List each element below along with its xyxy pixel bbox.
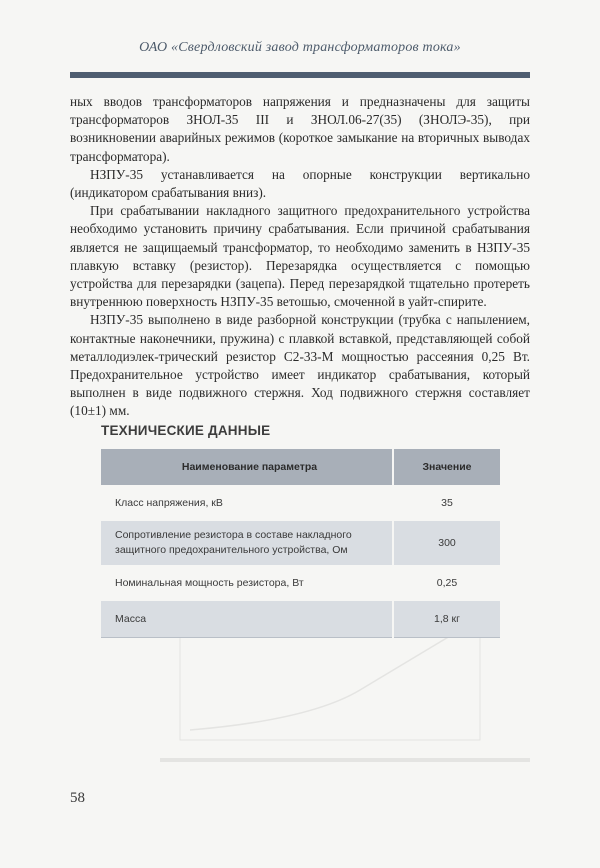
body-text xyxy=(70,93,530,421)
param-name: Номинальная мощность резистора, Вт xyxy=(101,565,393,601)
column-header-parameter: Наименование параметра xyxy=(101,449,393,485)
param-value: 300 xyxy=(393,521,500,565)
column-header-value: Значение xyxy=(393,449,500,485)
param-value: 0,25 xyxy=(393,565,500,601)
param-name: Масса xyxy=(101,601,393,638)
param-name: Сопротивление резистора в составе накладного защитного предохранительного устройства, Ом xyxy=(101,521,393,565)
table-row xyxy=(101,521,500,565)
table-row xyxy=(101,601,500,638)
page-number: 58 xyxy=(70,790,85,806)
param-name: Класс напряжения, кВ xyxy=(101,485,393,521)
paragraph-3: При срабатывании накладного защитного предохранительного устройства необходимо установить причину срабатывания. Если причиной срабатывания является не защищаемый трансформатор, то необходимо заменить в НЗПУ-35 плавкую вставку (резистор). Перезарядка осуществляется с помощью устройства для перезарядки (зацепа). Перед перезарядкой тщательно протереть внутреннюю поверхность НЗПУ-35 ветошью, смоченной в уайт-спирите. xyxy=(70,203,530,310)
table-row xyxy=(101,565,500,601)
param-value: 1,8 кг xyxy=(393,601,500,638)
specs-header-row xyxy=(101,449,500,485)
running-header: ОАО «Свердловский завод трансформаторов тока» xyxy=(139,40,461,55)
param-value: 35 xyxy=(393,485,500,521)
specs-table xyxy=(101,449,500,638)
table-row xyxy=(101,485,500,521)
paragraph-2: НЗПУ-35 устанавливается на опорные конструкции вертикально (индикатором срабатывания вниз). xyxy=(70,166,530,201)
paragraph-4: НЗПУ-35 выполнено в виде разборной конструкции (трубка с напылением, контактные наконечники, пружина) с плавкой вставкой, представляющей собой металлодиэлек-трический резистор С2-33-М мощностью рассеяния 0,25 Вт. Предохранительное устройство имеет индикатор срабатывания, который выполнен в виде подвижного стержня. Ход подвижного стержня составляет (10±1) мм. xyxy=(70,312,530,419)
paragraph-1: ных вводов трансформаторов напряжения и предназначены для защиты трансформаторов ЗНОЛ-35 III и ЗНОЛ.06-27(35) (ЗНОЛЭ-35), при возникновении аварийных режимов (короткое замыкание на вторичных выводах трансформатора). xyxy=(70,94,530,164)
specs-title: ТЕХНИЧЕСКИЕ ДАННЫЕ xyxy=(101,423,271,438)
header-rule xyxy=(70,72,530,78)
